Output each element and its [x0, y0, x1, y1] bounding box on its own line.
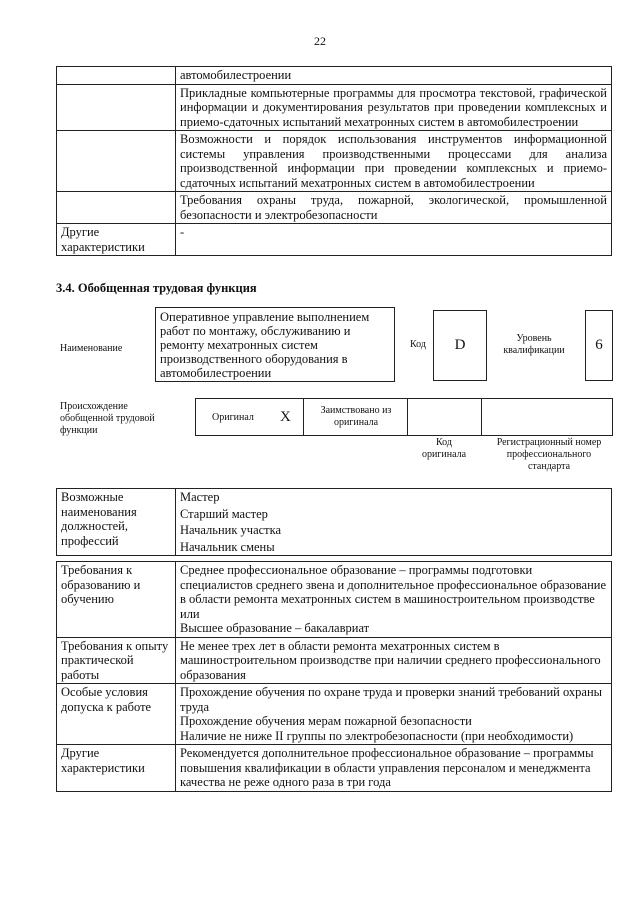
level-value: 6 — [585, 310, 613, 381]
table-row — [57, 684, 612, 745]
divider — [481, 398, 482, 436]
divider — [407, 398, 408, 436]
table-row — [57, 192, 612, 224]
table-cell — [57, 67, 176, 85]
table-cell: Прикладные компьютерные программы для просмотра текстовой, графической информации и документирования результатов при проведении комплексных и приемо-сдаточных испытаний мехатронных систем в автомобилестроении — [176, 84, 612, 131]
requirement-label: Особые условия допуска к работе — [57, 684, 176, 745]
table-row — [57, 131, 612, 192]
position-item: Начальник участка — [180, 523, 282, 537]
positions-table — [56, 488, 612, 556]
requirement-text: Прохождение обучения мерам пожарной безопасности — [180, 714, 472, 728]
requirement-text: Рекомендуется дополнительное профессиональное образование – программы повышения квалификации в области управления персоналом и менеджмента качества не реже одного раза в три года — [180, 746, 594, 789]
table-row — [57, 67, 612, 85]
table-row — [57, 562, 612, 638]
origin-label: Происхождение обобщенной трудовой функции — [60, 401, 155, 436]
divider — [303, 398, 304, 436]
level-label: Уровень квалификации — [503, 333, 565, 356]
table-row — [57, 84, 612, 131]
table-cell: Возможности и порядок использования инструментов информационной системы управления производственными процессами для анализа производственной информации при проведении комплексных и приемо-сдаточных испытаний мехатронных систем в автомобилестроении — [176, 131, 612, 192]
requirement-label: Требования к опыту практической работы — [57, 637, 176, 684]
table-cell: Требования охраны труда, пожарной, экологической, промышленной безопасности и электробезопасности — [176, 192, 612, 224]
table-cell — [57, 84, 176, 131]
table-row — [57, 637, 612, 684]
table-row — [57, 489, 612, 556]
table-cell — [57, 131, 176, 192]
table-cell: автомобилестроении — [176, 67, 612, 85]
reg-caption: Регистрационный номер профессионального стандарта — [496, 437, 602, 472]
section-title: 3.4. Обобщенная трудовая функция — [56, 281, 257, 295]
requirement-text: или — [180, 606, 200, 621]
code-caption: Код оригинала — [421, 437, 467, 460]
table-row — [57, 745, 612, 792]
requirement-text: Высшее образование – бакалавриат — [180, 621, 370, 635]
requirements-table — [56, 561, 612, 792]
origin-box — [195, 398, 613, 436]
position-item: Начальник смены — [180, 539, 275, 554]
table-cell: - — [176, 224, 612, 256]
requirement-label: Требования к образованию и обучению — [57, 562, 176, 638]
requirement-label: Другие характеристики — [57, 745, 176, 792]
requirement-text: Среднее профессиональное образование – программы подготовки специалистов среднего звена и дополнительное профессиональное образование в области ремонта мехатронных систем в машиностроительном производстве — [180, 563, 607, 606]
requirement-text: Не менее трех лет в области ремонта мехатронных систем в машиностроительном производстве при наличии среднего профессионального образования — [180, 638, 601, 682]
page-number: 22 — [314, 34, 326, 48]
table-cell: Другие характеристики — [57, 224, 176, 256]
borrowed-label: Заимствовано из оригинала — [320, 405, 392, 428]
original-label: Оригинал — [212, 412, 254, 423]
requirement-text: Прохождение обучения по охране труда и проверки знаний требований охраны труда — [180, 685, 603, 714]
requirement-text: Наличие не ниже II группы по электробезопасности (при необходимости) — [180, 728, 574, 743]
positions-label: Возможные наименования должностей, профессий — [57, 489, 176, 556]
name-label: Наименование — [60, 343, 123, 354]
original-mark: X — [280, 409, 291, 425]
code-value: D — [433, 310, 487, 381]
top-table — [56, 66, 612, 256]
table-cell — [57, 192, 176, 224]
code-label: Код — [410, 339, 426, 350]
name-value: Оперативное управление выполнением работ по монтажу, обслуживанию и ремонту мехатронных систем производственного оборудования в автомобилестроении — [155, 307, 395, 382]
position-item: Мастер — [180, 490, 220, 504]
position-item: Старший мастер — [180, 506, 268, 521]
table-row — [57, 224, 612, 256]
